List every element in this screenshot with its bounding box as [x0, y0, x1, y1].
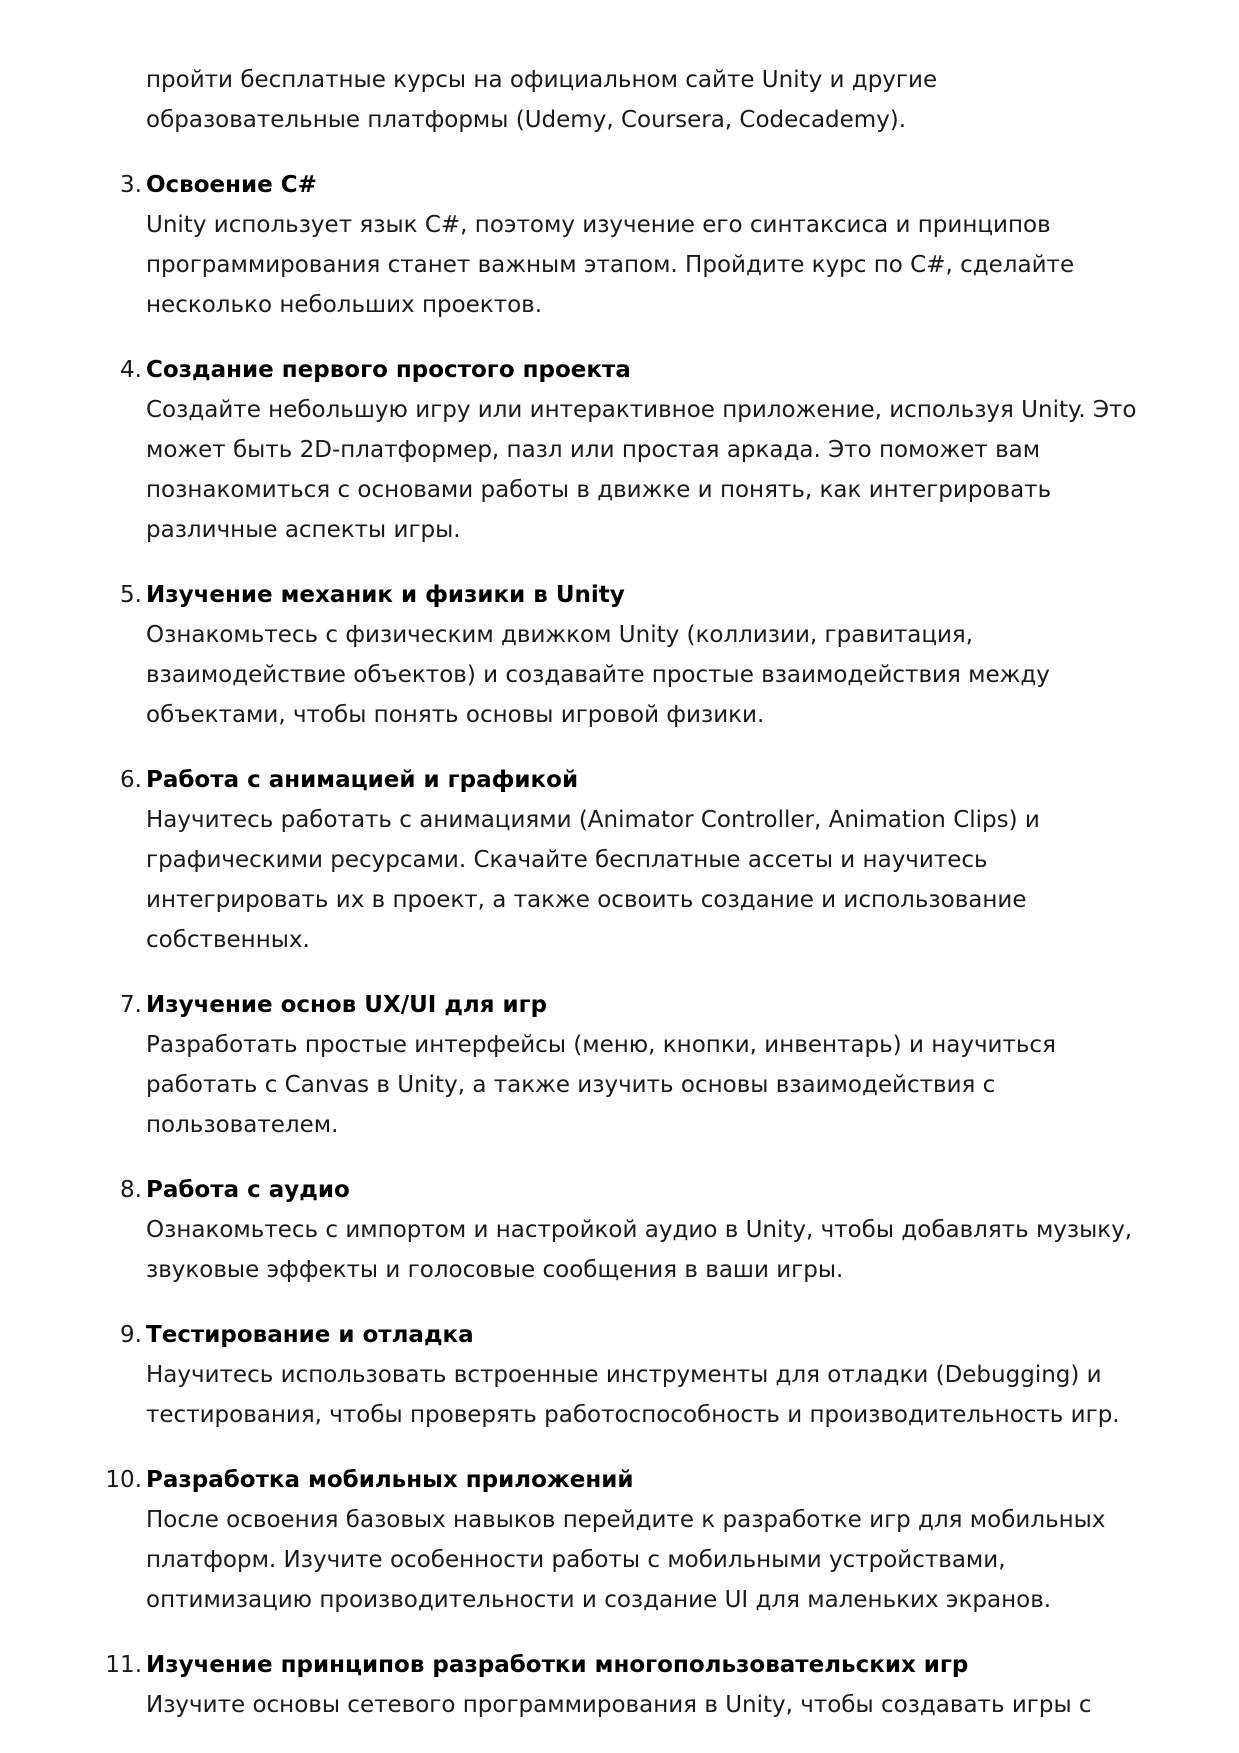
- list-item: [0, 350, 1146, 550]
- item-text: Создайте небольшую игру или интерактивное приложение, используя Unity. Это может быть 2D-платформер, пазл или простая аркада. Это поможет вам познакомиться с основами работы в движке и понять, как интегрировать различные аспекты игры.: [146, 397, 1137, 543]
- item-text: Научитесь работать с анимациями (Animator Controller, Animation Clips) и графическими ресурсами. Скачайте бесплатные ассеты и научитесь интегрировать их в проект, а также освоить создание и использование собственных.: [146, 807, 1040, 953]
- item-number: 11.: [105, 1652, 142, 1678]
- item-title: Создание первого простого проекта: [146, 357, 631, 383]
- item-text: После освоения базовых навыков перейдите к разработке игр для мобильных платформ. Изучите особенности работы с мобильными устройствами, оптимизацию производительности и создание UI для маленьких экранов.: [146, 1507, 1106, 1613]
- item-title: Освоение C#: [146, 172, 317, 198]
- item-title: Работа с анимацией и графикой: [146, 767, 579, 793]
- item-title: Работа с аудио: [146, 1177, 350, 1203]
- item-title: Изучение принципов разработки многопользовательских игр: [146, 1652, 969, 1678]
- item-text: Unity использует язык C#, поэтому изучение его синтаксиса и принципов программирования станет важным этапом. Пройдите курс по C#, сделайте несколько небольших проектов.: [146, 212, 1075, 318]
- item-text: Научитесь использовать встроенные инструменты для отладки (Debugging) и тестирования, чтобы проверять работоспособность и производительность игр.: [146, 1362, 1120, 1428]
- item-text: Разработать простые интерфейсы (меню, кнопки, инвентарь) и научиться работать с Canvas в Unity, а также изучить основы взаимодействия с пользователем.: [146, 1032, 1056, 1138]
- item-title: Изучение механик и физики в Unity: [146, 582, 625, 608]
- list-item: [0, 1645, 1146, 1725]
- list-item: [0, 1460, 1146, 1620]
- item-number: 9.: [120, 1322, 142, 1348]
- item-number: 5.: [120, 582, 142, 608]
- item-text: Ознакомьтесь с импортом и настройкой аудио в Unity, чтобы добавлять музыку, звуковые эффекты и голосовые сообщения в ваши игры.: [146, 1217, 1133, 1283]
- item-number: 3.: [120, 172, 142, 198]
- item-number: 7.: [120, 992, 142, 1018]
- list-item: [0, 1170, 1146, 1290]
- item-text: Ознакомьтесь с физическим движком Unity (коллизии, гравитация, взаимодействие объектов) и создавайте простые взаимодействия между объектами, чтобы понять основы игровой физики.: [146, 622, 1050, 728]
- list-item: [0, 165, 1146, 325]
- list-item: [0, 985, 1146, 1145]
- list-item: [0, 575, 1146, 735]
- item-title: Тестирование и отладка: [146, 1322, 474, 1348]
- item-title: Разработка мобильных приложений: [146, 1467, 634, 1493]
- steps-list: [0, 165, 1239, 1750]
- list-item: [0, 760, 1146, 960]
- item-number: 4.: [120, 357, 142, 383]
- item-text: Изучите основы сетевого программирования в Unity, чтобы создавать игры с: [146, 1692, 1092, 1718]
- intro-continuation: пройти бесплатные курсы на официальном сайте Unity и другие образовательные платформы (Udemy, Coursera, Codecademy).: [146, 67, 938, 133]
- list-item: [0, 1315, 1146, 1435]
- item-number: 6.: [120, 767, 142, 793]
- item-title: Изучение основ UX/UI для игр: [146, 992, 548, 1018]
- item-number: 10.: [105, 1467, 142, 1493]
- item-number: 8.: [120, 1177, 142, 1203]
